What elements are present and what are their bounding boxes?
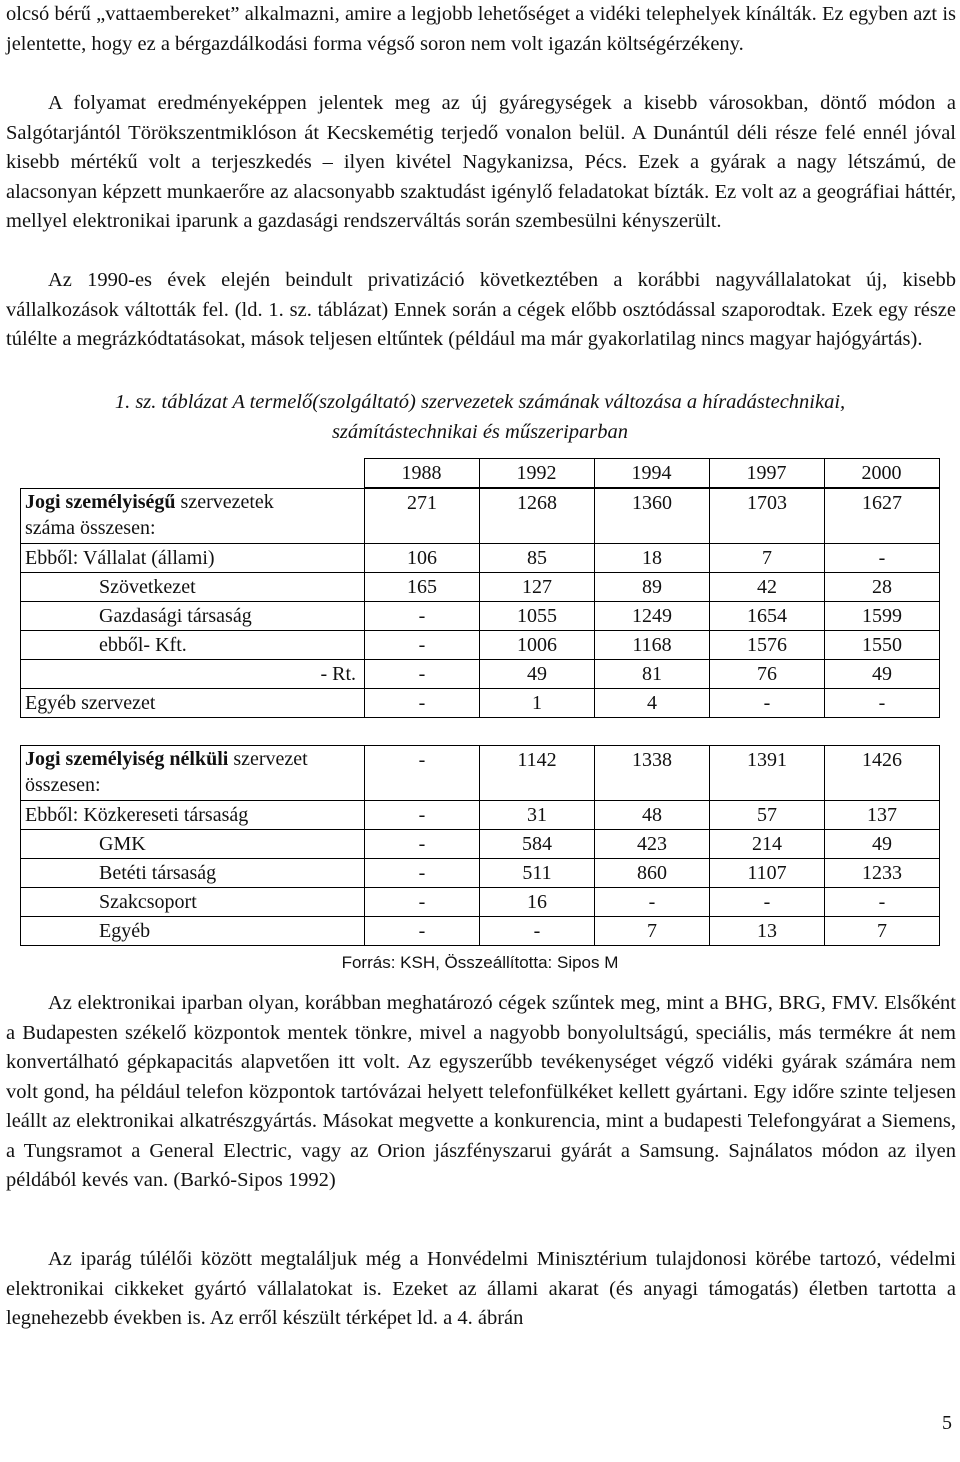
table-cell: - (365, 602, 480, 631)
table-cell: 1168 (595, 631, 710, 660)
table-cell: - (365, 830, 480, 859)
group1-total-label (21, 489, 365, 544)
table-cell: 89 (595, 573, 710, 602)
row-label: GMK (21, 830, 365, 859)
table-cell: - (825, 888, 940, 917)
table-cell: 16 (480, 888, 595, 917)
table-cell: 7 (710, 544, 825, 573)
paragraph-survivors: Az iparág túlélői között megtaláljuk még a Honvédelmi Minisztérium tulajdonosi körébe tartozó, védelmi elektronikai cikkeket gyártó vállalatokat is. Ezeket az állami akarat (és anyagi támogatás) életben tartotta a legnehezebb években is. Az erről készült térképet ld. a 4. ábrán (6, 1248, 956, 1329)
table-cell: 81 (595, 660, 710, 689)
table-cell: 137 (825, 801, 940, 830)
label-line2: száma összesen: (25, 517, 156, 539)
table-cell: - (480, 917, 595, 946)
table-cell: 7 (825, 917, 940, 946)
row-label: Gazdasági társaság (21, 602, 365, 631)
table-cell: 1599 (825, 602, 940, 631)
table-cell: 106 (365, 544, 480, 573)
table-cell: 1391 (710, 746, 825, 801)
table-cell: - (365, 859, 480, 888)
table-cell: 31 (480, 801, 595, 830)
table-cell: 1 (480, 689, 595, 718)
table-cell: 4 (595, 689, 710, 718)
table-row (21, 830, 940, 859)
table-cell: 1627 (825, 489, 940, 544)
table-cell: 1107 (710, 859, 825, 888)
year-header: 1992 (479, 459, 594, 488)
label-rest: szervezet (228, 748, 308, 770)
table-cell: 49 (825, 660, 940, 689)
table-row (21, 660, 940, 689)
row-label: Betéti társaság (21, 859, 365, 888)
row-label: ebből- Kft. (21, 631, 365, 660)
table-cell: - (365, 888, 480, 917)
table-cell: - (595, 888, 710, 917)
table-row (21, 573, 940, 602)
table-cell: 1426 (825, 746, 940, 801)
table-cell: - (825, 689, 940, 718)
table-cell: 1249 (595, 602, 710, 631)
row-label: - Rt. (21, 660, 365, 689)
table-row (21, 689, 940, 718)
row-label: Egyéb szervezet (21, 689, 365, 718)
table-cell: 214 (710, 830, 825, 859)
table-cell: 423 (595, 830, 710, 859)
table-cell: - (825, 544, 940, 573)
group1-body (20, 488, 940, 718)
table-cell: 28 (825, 573, 940, 602)
table-cell: 1550 (825, 631, 940, 660)
table-cell: 49 (825, 830, 940, 859)
paragraph-electronics: Az elektronikai iparban olyan, korábban meghatározó cégek szűntek meg, mint a BHG, BRG, FMV. Elsőként a Budapesten székelő központok mentek tönkre, mivel a nagyobb bonyolultságú, speciális, más termékre át nem konvertálható gépkapacitás alapvetően itt volt. Az egyszerűbb tevékenységet végző vidéki gyárak számára nem volt gond, ha például telefon központok tartóvázai helyett telefonfülkéket kellett gyártani. Egy időre szinte teljesen leállt az elektronikai alkatrészgyártás. Másokat megvette a konkurencia, mint a budapesti Telefongyárat a Siemens, a Tungsramot a General Electric, vagy az Orion jászfényszarui gyárát a Samsung. Sajnálatos módon az ilyen példából kevés van. (Barkó-Sipos 1992) (6, 992, 956, 1191)
table-caption-line2: számítástechnikai és műszeriparban (331, 421, 629, 443)
table-cell: 18 (595, 544, 710, 573)
table-cell: - (365, 631, 480, 660)
table-cell: 7 (595, 917, 710, 946)
table-cell: 76 (710, 660, 825, 689)
paragraph-factories: A folyamat eredményeképpen jelentek meg az új gyáregységek a kisebb városokban, döntő módon a Salgótarjántól Törökszentmiklóson át Kecskemétig terjedő vonalon belül. A Dunántúl déli része felé ennél jóval kisebb mértékű volt a terjeszkedés – ilyen kivétel Nagykanizsa, Pécs. Ezek a gyárak a nagy létszámú, de alacsonyan képzett munkaerőre az alacsonyabb szaktudást igénylő feladatokat bízták. Ez volt az a geográfiai háttér, mellyel elektronikai iparunk a gazdasági rendszerváltás során szembesülni kényszerült. (6, 92, 956, 232)
table-header-row (20, 459, 939, 488)
table-cell: 85 (480, 544, 595, 573)
table-cell: 127 (480, 573, 595, 602)
row-label: Szövetkezet (21, 573, 365, 602)
table-row (21, 602, 940, 631)
table-cell: 1055 (480, 602, 595, 631)
table-row (21, 489, 940, 544)
table-cell: 1576 (710, 631, 825, 660)
table-cell: 860 (595, 859, 710, 888)
table-source: Forrás: KSH, Összeállította: Sipos M (341, 953, 619, 972)
table-cell: 1006 (480, 631, 595, 660)
bold-label: Jogi személyiségű (25, 491, 176, 513)
table-cell: 271 (365, 489, 480, 544)
year-header: 2000 (824, 459, 939, 488)
year-header: 1997 (709, 459, 824, 488)
table-cell: - (365, 801, 480, 830)
table-cell: - (365, 660, 480, 689)
table-row (21, 859, 940, 888)
table-row (21, 631, 940, 660)
table-cell: 1142 (480, 746, 595, 801)
table-row (21, 917, 940, 946)
table-cell: - (710, 888, 825, 917)
table-cell: - (710, 689, 825, 718)
row-label: Egyéb (21, 917, 365, 946)
paragraph-privatization: Az 1990-es évek elején beindult privatizáció következtében a korábbi nagyvállalatokat új, kisebb vállalkozások váltották fel. (ld. 1. sz. táblázat) Ennek során a cégek előbb osztódással szaporodtak. Ezek egy része túlélte a megrázkódtatásokat, mások teljesen eltűntek (például ma már gyakorlatilag nincs magyar hajógyártás). (6, 269, 956, 350)
bold-label: Jogi személyiség nélküli (25, 748, 229, 770)
org-table-with-legal-entity (20, 458, 940, 488)
group2-total-label (21, 746, 365, 801)
table-cell: 49 (480, 660, 595, 689)
table-cell: 1654 (710, 602, 825, 631)
table-cell: 1360 (595, 489, 710, 544)
table-row (21, 888, 940, 917)
table-cell: - (365, 746, 480, 801)
table-cell: 1233 (825, 859, 940, 888)
table-cell: - (365, 917, 480, 946)
table-cell: 42 (710, 573, 825, 602)
table-cell: 48 (595, 801, 710, 830)
table-caption-line1: 1. sz. táblázat A termelő(szolgáltató) szervezetek számának változása a híradástechnikai, (114, 391, 846, 413)
table-cell: 57 (710, 801, 825, 830)
table-cell: 13 (710, 917, 825, 946)
page-number: 5 (942, 1412, 952, 1434)
table-cell: 165 (365, 573, 480, 602)
label-line2: összesen: (25, 774, 101, 796)
year-header: 1988 (364, 459, 479, 488)
table-cell: - (365, 689, 480, 718)
label-rest: szervezetek (175, 491, 274, 513)
table-cell: 584 (480, 830, 595, 859)
table-cell: 1703 (710, 489, 825, 544)
table-row (21, 746, 940, 801)
table-cell: 1268 (480, 489, 595, 544)
group2-body (20, 745, 940, 946)
row-label: Ebből: Közkereseti társaság (21, 801, 365, 830)
year-header: 1994 (594, 459, 709, 488)
table-row (21, 544, 940, 573)
row-label: Szakcsoport (21, 888, 365, 917)
table-cell: 511 (480, 859, 595, 888)
table-cell: 1338 (595, 746, 710, 801)
paragraph-intro: olcsó bérű „vattaembereket” alkalmazni, amire a legjobb lehetőséget a vidéki telephelyek kínálták. Ez egyben azt is jelentette, hogy ez a bérgazdálkodási forma végső soron nem volt igazán költségérzékeny. (6, 3, 956, 55)
row-label: Ebből: Vállalat (állami) (21, 544, 365, 573)
table-row (21, 801, 940, 830)
